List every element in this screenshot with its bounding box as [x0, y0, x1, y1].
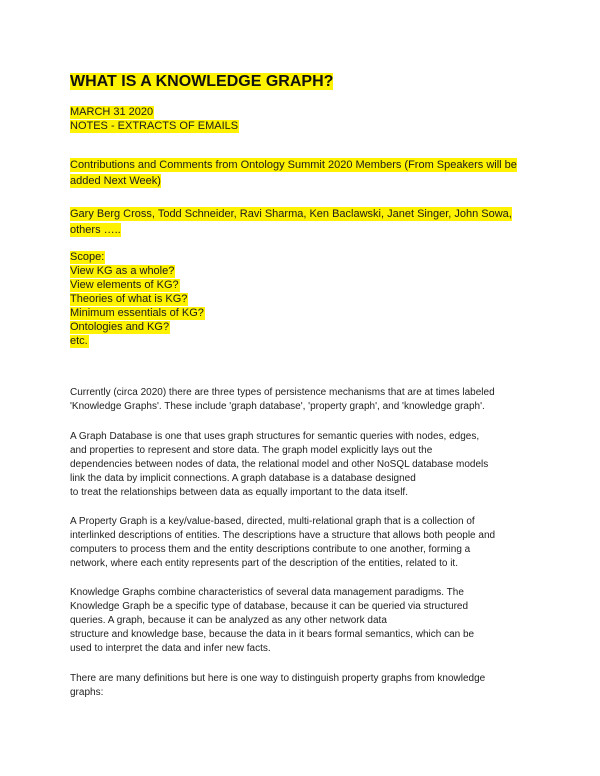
paragraph-line: graphs: — [70, 687, 104, 698]
paragraph-knowledge-graphs — [70, 586, 540, 656]
paragraph-line: Knowledge Graph be a specific type of database, because it can be queried via structured — [70, 601, 469, 612]
contributors-block — [70, 206, 540, 238]
paragraph-line: 'Knowledge Graphs'. These include 'graph database', 'property graph', and 'knowledge graph'. — [70, 401, 485, 412]
paragraph-line: link the data by implicit connections. A graph database is a database designed — [70, 473, 416, 484]
paragraph-line: Currently (circa 2020) there are three types of persistence mechanisms that are at times labeled — [70, 387, 495, 398]
scope-item: View KG as a whole? — [70, 265, 175, 277]
paragraph-line: interlinked descriptions of entities. The descriptions have a structure that allows both people and — [70, 530, 496, 541]
paragraph-line: structure and knowledge base, because the data in it bears formal semantics, which can be — [70, 629, 475, 640]
scope-list — [70, 250, 540, 348]
paragraph-line: There are many definitions but here is one way to distinguish property graphs from knowledge — [70, 673, 486, 684]
paragraph-line: used to interpret the data and infer new facts. — [70, 643, 271, 654]
scope-item: View elements of KG? — [70, 279, 179, 291]
subtitle-line — [70, 119, 540, 133]
contributors-text: Gary Berg Cross, Todd Schneider, Ravi Sharma, Ken Baclawski, Janet Singer, John Sowa, others ….. — [70, 208, 512, 236]
paragraph-line: computers to process them and the entity descriptions contribute to one another, forming a — [70, 544, 471, 555]
document-title — [70, 72, 540, 91]
scope-item: Ontologies and KG? — [70, 321, 170, 333]
paragraph-line: Knowledge Graphs combine characteristics of several data management paradigms. The — [70, 587, 464, 598]
contributions-block — [70, 157, 540, 189]
paragraph-line: and properties to represent and store data. The graph model explicitly lays out the — [70, 445, 433, 456]
paragraph-persistence — [70, 386, 540, 414]
scope-item: etc. — [70, 335, 88, 347]
scope-item: Minimum essentials of KG? — [70, 307, 204, 319]
date-line — [70, 105, 540, 119]
paragraph-line: dependencies between nodes of data, the relational model and other NoSQL database models — [70, 459, 489, 470]
paragraph-line: A Property Graph is a key/value-based, directed, multi-relational graph that is a collection of — [70, 516, 475, 527]
paragraph-definitions — [70, 672, 540, 700]
document-title-text: WHAT IS A KNOWLEDGE GRAPH? — [70, 73, 334, 90]
scope-item: Theories of what is KG? — [70, 293, 188, 305]
paragraph-line: A Graph Database is one that uses graph structures for semantic queries with nodes, edges, — [70, 431, 480, 442]
paragraph-line: network, where each entity represents part of the description of the entities, related to it. — [70, 558, 458, 569]
paragraph-graph-database — [70, 430, 540, 500]
date-text: MARCH 31 2020 — [70, 106, 154, 118]
paragraph-line: queries. A graph, because it can be analyzed as any other network data — [70, 615, 387, 626]
paragraph-property-graph — [70, 515, 540, 571]
paragraph-line: to treat the relationships between data as equally important to the data itself. — [70, 487, 408, 498]
date-block — [70, 105, 540, 133]
contributions-text: Contributions and Comments from Ontology Summit 2020 Members (From Speakers will be added Next Week) — [70, 159, 517, 187]
scope-heading: Scope: — [70, 251, 105, 263]
subtitle-text: NOTES - EXTRACTS OF EMAILS — [70, 120, 239, 132]
